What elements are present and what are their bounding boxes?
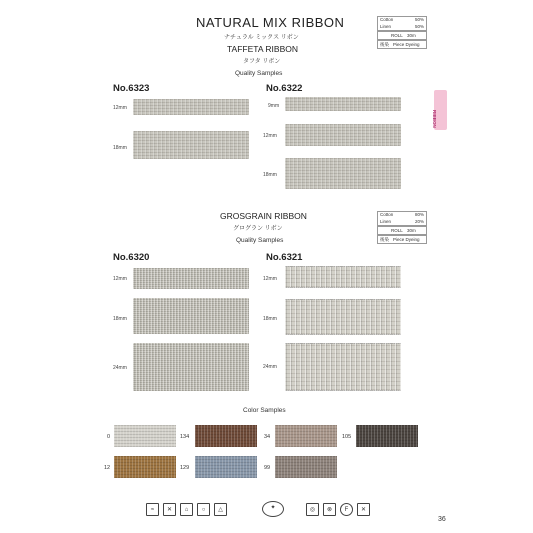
width-label: 18mm <box>113 316 127 322</box>
ribbon-sample <box>133 131 249 159</box>
color-swatch <box>356 425 418 447</box>
ribbon-sample <box>133 343 249 391</box>
material-name: Linen <box>380 219 392 224</box>
color-code: 105 <box>342 434 352 440</box>
color-samples-heading: Color Samples <box>243 407 286 414</box>
product-number: No.6322 <box>266 83 303 94</box>
ribbon-sample <box>285 124 401 146</box>
no-wring-icon: ✕ <box>357 503 370 516</box>
material-percent: 20% <box>414 219 424 224</box>
color-code: 34 <box>264 434 271 440</box>
dye-label-jp: 後染 <box>380 237 389 242</box>
page-number: 36 <box>438 516 446 523</box>
width-label: 12mm <box>113 105 127 111</box>
ribbon-sample <box>285 97 401 111</box>
dye-label: Piece Dyeing <box>393 237 420 242</box>
ribbon-sample <box>285 266 401 288</box>
dry-clean-icon: ⊗ <box>323 503 336 516</box>
material-percent: 50% <box>414 24 424 29</box>
material-name: Cotton <box>380 212 394 217</box>
ribbon-sample <box>133 298 249 334</box>
color-swatch <box>195 425 257 447</box>
dye-label: Piece Dyeing <box>393 42 420 47</box>
color-code: 12 <box>104 465 111 471</box>
color-swatch <box>275 456 337 478</box>
no-tumble-icon: ◎ <box>306 503 319 516</box>
dry-icon: ○ <box>197 503 210 516</box>
color-swatch <box>114 456 176 478</box>
grosgrain-title: GROSGRAIN RIBBON <box>220 211 307 221</box>
product-number: No.6320 <box>113 252 150 263</box>
material-name: Linen <box>380 24 392 29</box>
width-label: 9mm <box>268 103 280 109</box>
page-title: NATURAL MIX RIBBON <box>196 15 345 30</box>
width-label: 18mm <box>113 145 127 151</box>
width-label: 24mm <box>113 365 127 371</box>
material-name: Cotton <box>380 17 394 22</box>
hanger-icon: △ <box>214 503 227 516</box>
ribbon-sample <box>285 343 401 391</box>
dye-label-jp: 後染 <box>380 42 389 47</box>
material-percent: 80% <box>414 212 424 217</box>
width-label: 12mm <box>113 276 127 282</box>
roll-label: ROLL <box>391 228 403 233</box>
ribbon-sample <box>285 299 401 335</box>
taffeta-title-jp: タフタ リボン <box>243 59 281 65</box>
product-number: No.6323 <box>113 83 150 94</box>
width-label: 12mm <box>263 276 277 282</box>
color-swatch <box>195 456 257 478</box>
width-label: 18mm <box>263 172 277 178</box>
product-number: No.6321 <box>266 252 303 263</box>
dry-clean-f-icon: F <box>340 503 353 516</box>
material-percent: 50% <box>414 17 424 22</box>
ribbon-sample <box>285 158 401 189</box>
roll-length: 30m <box>407 33 416 38</box>
width-label: 24mm <box>263 364 277 370</box>
page-title-jp: ナチュラル ミックス リボン <box>224 35 299 41</box>
width-label: 12mm <box>263 133 277 139</box>
grosgrain-quality-heading: Quality Samples <box>236 237 284 244</box>
grosgrain-spec-box <box>377 211 427 244</box>
roll-label: ROLL <box>391 33 403 38</box>
ribbon-sample <box>133 268 249 289</box>
taffeta-spec-box <box>377 16 427 49</box>
color-swatch <box>275 425 337 447</box>
section-tab <box>434 90 447 130</box>
logo-icon: ✦ <box>262 501 284 517</box>
ribbon-sample <box>133 99 249 115</box>
color-code: 99 <box>264 465 271 471</box>
taffeta-quality-heading: Quality Samples <box>235 70 283 77</box>
color-code: 129 <box>180 465 190 471</box>
iron-icon: ⌂ <box>180 503 193 516</box>
no-bleach-icon: ✕ <box>163 503 176 516</box>
roll-length: 30m <box>407 228 416 233</box>
wash-icon: ≈ <box>146 503 159 516</box>
taffeta-title: TAFFETA RIBBON <box>227 44 298 54</box>
section-tab-label: RIBBON <box>432 110 437 128</box>
width-label: 18mm <box>263 316 277 322</box>
color-code: 134 <box>180 434 190 440</box>
color-swatch <box>114 425 176 447</box>
grosgrain-title-jp: グログラン リボン <box>233 226 283 232</box>
color-code: 0 <box>107 434 111 440</box>
